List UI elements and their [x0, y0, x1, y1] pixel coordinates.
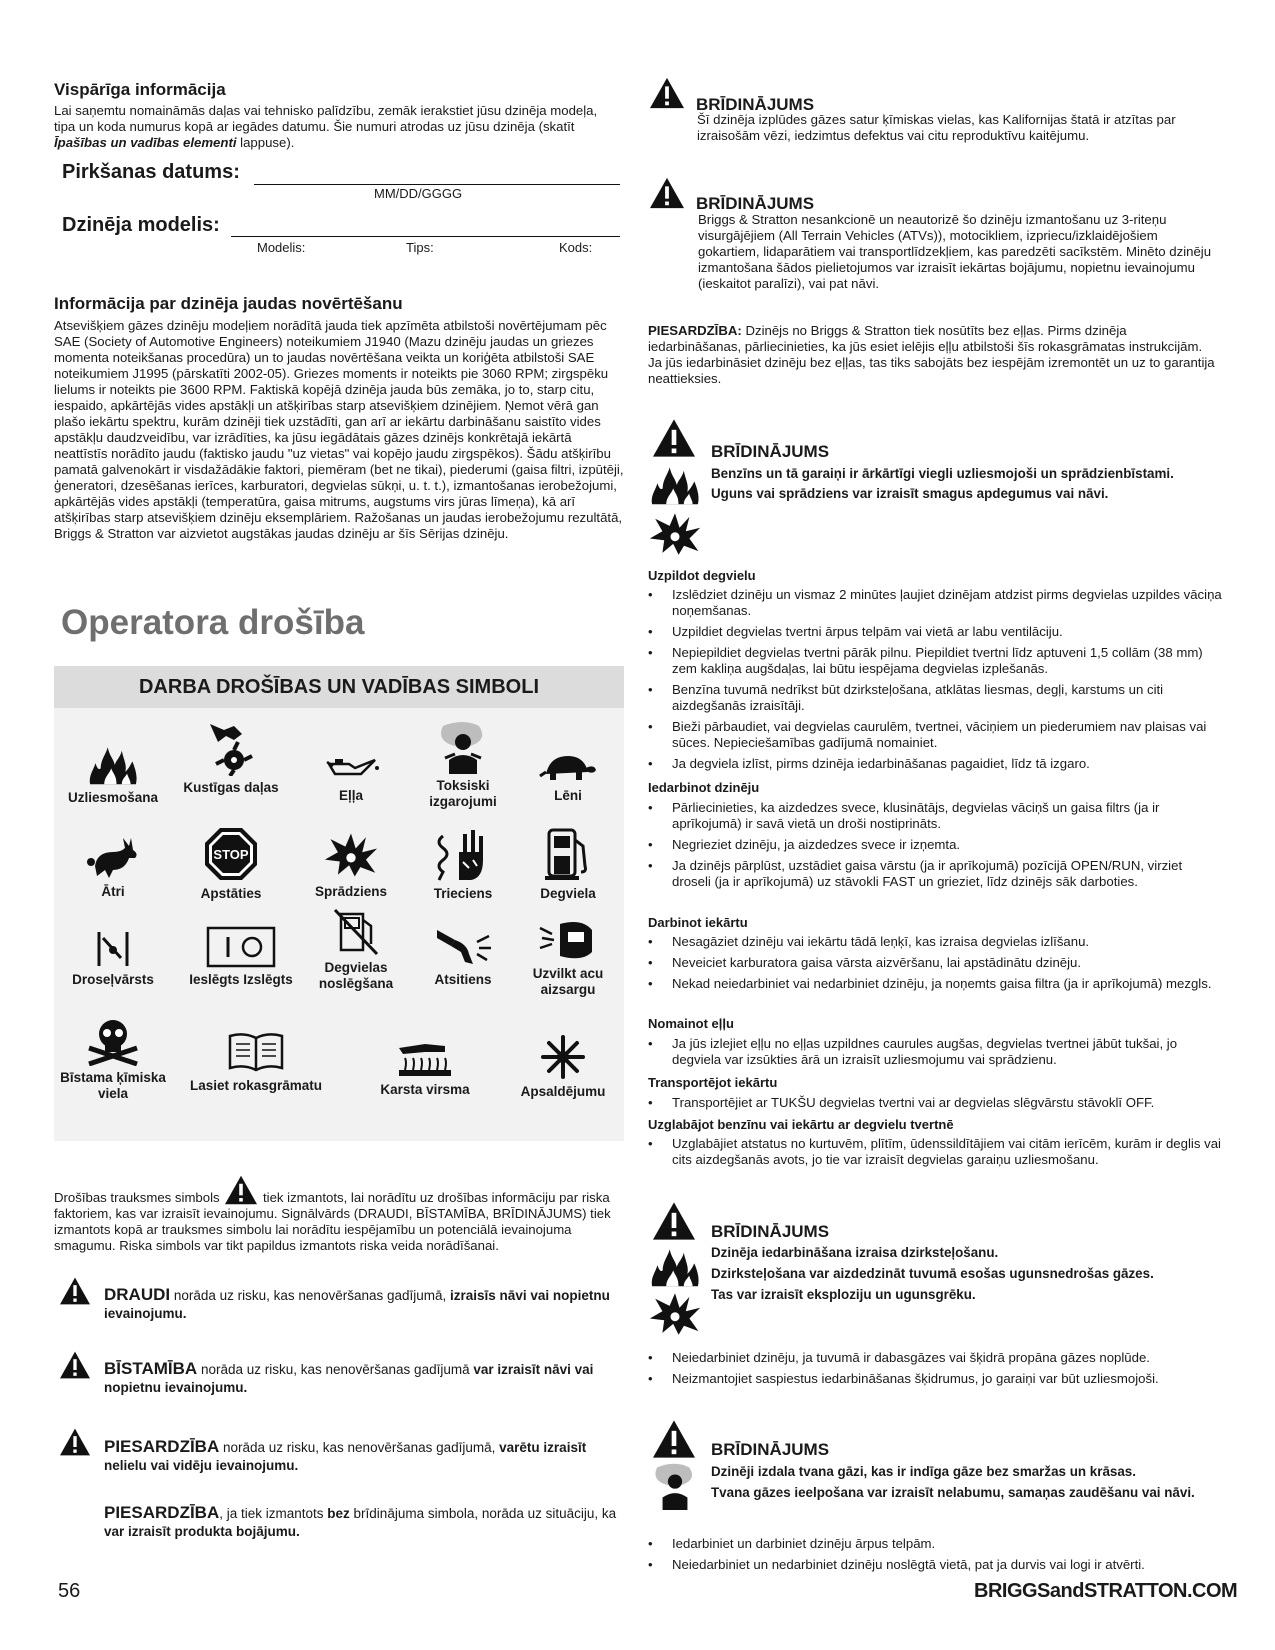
warning4-explosion-icon [648, 1290, 702, 1338]
caution-text: norāda uz risku, kas nenovēršanas gadījumā, [219, 1440, 500, 1455]
purchase-date-label: Pirkšanas datums: [62, 161, 240, 183]
eye-protection-icon [538, 918, 598, 962]
alert-text-pre: Drošības trauksmes simbols [54, 1190, 220, 1205]
safety-alert-icon [223, 1174, 259, 1206]
warning-definition [104, 1360, 619, 1397]
symbol-flammable [58, 742, 168, 806]
general-info-title: Vispārīga informācija [54, 80, 226, 99]
danger-alert-icon [58, 1276, 92, 1306]
caution-no-oil-label: PIESARDZĪBA: [648, 323, 742, 338]
symbol-moving-parts [176, 720, 286, 796]
section-oil-change-title: Nomainot eļļu [648, 1016, 734, 1031]
warning2-title: BRĪDINĀJUMS [696, 194, 815, 213]
warning4-line-2: Dzirksteļošana var aizdedzināt tuvumā esošas ugunsnedrošas gāzes. [711, 1266, 1154, 1281]
symbol-slow [518, 752, 618, 804]
danger-word: DRAUDI [104, 1285, 171, 1304]
list-item: • Uzglabājiet atstatus no kurtuvēm, plītīm, ūdenssildītājiem vai citām ierīcēm, kurām ir deglis vai cits aizdegšanās avots, jo tie var izraisīt degvielas garaiņu uzliesmošanu. [648, 1136, 1223, 1168]
symbol-label: Eļļa [338, 788, 363, 803]
warning3-explosion-icon [648, 510, 702, 558]
caution-note-text-2: brīdinājuma simbola, norāda uz situāciju, ka [349, 1506, 617, 1521]
skull-crossbones-icon [83, 1016, 143, 1066]
warning4-title: BRĪDINĀJUMS [711, 1222, 830, 1241]
caution-note-bold-1: bez [327, 1506, 350, 1521]
flame-icon [85, 742, 141, 786]
symbol-label: Atsitiens [434, 972, 492, 987]
open-book-icon [226, 1030, 286, 1074]
danger-consequence: izraisīs nāvi vai nopietnu ievainojumu. [104, 1288, 610, 1321]
warning-word: BĪSTAMĪBA [104, 1359, 198, 1378]
engine-model-line [231, 236, 620, 237]
warning1-alert-icon [648, 76, 686, 110]
list-item: • Izslēdziet dzinēju un vismaz 2 minūtes ļaujiet dzinējam atdzist pirms degvielas uzpildes vāciņa noņemšanas. [648, 587, 1223, 619]
stop-sign-text: STOP [213, 847, 249, 862]
warning5-alert-icon [650, 1418, 698, 1460]
operator-safety-title: Operatora drošība [61, 603, 365, 642]
symbol-label: Uzvilkt acu aizsargu [532, 966, 604, 997]
moving-parts-icon [204, 720, 258, 776]
symbol-fast [58, 836, 168, 900]
stop-sign-icon [203, 826, 259, 882]
list-item: • Pārliecinieties, ka aizdedzes svece, klusinātājs, degvielas vāciņš un gaisa filtrs (ja ir aprīkojumā) ir savā vietā un droši nostiprināts. [648, 800, 1223, 832]
section-starting-title: Iedarbinot dzinēju [648, 780, 760, 795]
caution-no-symbol-definition [104, 1504, 624, 1541]
section-operating-list [648, 934, 1223, 997]
list-item: • Nekad neiedarbiniet vai nedarbiniet dzinēju, ja noņemts gaisa filtra (ja ir aprīkojumā) mezgls. [648, 976, 1223, 992]
symbol-kickback [408, 926, 518, 988]
engine-model-label: Dzinēja modelis: [62, 214, 220, 236]
symbol-oil [296, 754, 406, 804]
symbol-shock [408, 826, 518, 902]
snowflake-icon [540, 1034, 586, 1080]
toxic-fumes-icon [435, 720, 491, 774]
warning3-line-2: Uguns vai sprādziens var izraisīt smagus apdegumus vai nāvi. [711, 486, 1109, 501]
caution-word: PIESARDZĪBA [104, 1437, 220, 1456]
list-item: • Benzīna tuvumā nedrīkst būt dzirksteļošana, atklātas liesmas, degļi, karstums un citi aizdegšanās izraisītāji. [648, 682, 1223, 714]
warning4-alert-icon [650, 1200, 698, 1242]
fuel-pump-icon [543, 826, 593, 882]
general-info-text [54, 103, 602, 151]
warning5-line-1: Dzinēji izdala tvana gāzi, kas ir indīga gāze bez smaržas un krāsas. [711, 1464, 1136, 1479]
code-sub-label: Kods: [559, 240, 593, 255]
date-format-hint: MM/DD/GGGG [374, 186, 463, 201]
choke-icon [93, 930, 133, 968]
caution-definition [104, 1438, 619, 1475]
section-refueling-title: Uzpildot degvielu [648, 568, 756, 583]
page-number: 56 [58, 1580, 81, 1602]
section-oil-change-list [648, 1036, 1223, 1073]
type-sub-label: Tips: [406, 240, 434, 255]
symbol-label: Uzliesmošana [67, 790, 159, 805]
fuel-shutoff-icon [331, 908, 381, 956]
danger-text: norāda uz risku, kas nenovēršanas gadījumā, [170, 1288, 451, 1303]
alert-symbol-text [54, 1174, 614, 1254]
warning3-flame-icon [648, 462, 702, 506]
symbol-hazardous-chemical [54, 1016, 172, 1102]
warning-text: norāda uz risku, kas nenovēršanas gadījumā [197, 1362, 474, 1377]
warning4-line-1: Dzinēja iedarbināšana izraisa dzirksteļošanu. [711, 1245, 999, 1260]
section-operating-title: Darbinot iekārtu [648, 915, 748, 930]
section-transport-list [648, 1095, 1223, 1116]
symbol-choke [58, 930, 168, 988]
symbol-label: Kustīgas daļas [183, 780, 279, 795]
warning4-flame-icon [648, 1244, 702, 1288]
caution-note-text-1: , ja tiek izmantots [219, 1506, 328, 1521]
power-rating-title: Informācija par dzinēja jaudas novērtēšanu [54, 294, 403, 313]
warning3-alert-icon [650, 417, 698, 459]
list-item: • Ja degviela izlīst, pirms dzinēja iedarbināšanas pagaidiet, līdz tā izgaro. [648, 756, 1223, 772]
caution-note-bold-2: var izraisīt produkta bojājumu. [104, 1524, 300, 1539]
symbol-on-off [176, 926, 306, 988]
symbol-label: Toksiski izgarojumi [429, 778, 497, 809]
list-item: • Bieži pārbaudiet, vai degvielas caurulēm, tvertnei, vāciņiem un piederumiem nav plaisas vai sūces. Nepieciešamības gadījumā nomainiet. [648, 719, 1223, 751]
section-storage-title: Uzglabājot benzīnu vai iekārtu ar degvielu tvertnē [648, 1117, 954, 1132]
caution-alert-icon [58, 1427, 92, 1457]
warning-alert-icon [58, 1350, 92, 1380]
warning2-alert-icon [648, 176, 686, 210]
list-item: • Neiedarbiniet dzinēju, ja tuvumā ir dabasgāzes vai šķidrā propāna gāzes noplūde. [648, 1350, 1223, 1366]
warning4-line-3: Tas var izraisīt eksploziju un ugunsgrēku. [711, 1287, 976, 1302]
symbol-hot-surface [360, 1040, 490, 1098]
warning-consequence: var izraisīt nāvi vai nopietnu ievainojumu. [104, 1362, 594, 1395]
symbol-label: Degviela [540, 886, 596, 901]
warning5-title: BRĪDINĀJUMS [711, 1440, 830, 1459]
symbol-stop [176, 826, 286, 902]
rabbit-icon [85, 836, 141, 880]
symbol-label: Trieciens [433, 886, 493, 901]
list-item: • Nepiepildiet degvielas tvertni pārāk pilnu. Piepildiet tvertni līdz aptuveni 1,5 collām (38 mm) zem kakliņa augšdaļas, lai būtu iespējama degvielas izplešanās. [648, 645, 1223, 677]
symbol-label: Lēni [554, 788, 582, 803]
symbol-explosion [296, 830, 406, 900]
symbol-label: Sprādziens [314, 884, 388, 899]
model-sub-label: Modelis: [257, 240, 306, 255]
list-item: • Transportējiet ar TUKŠU degvielas tvertni vai ar degvielas slēgvārstu stāvoklī OFF. [648, 1095, 1223, 1111]
list-item: • Neiedarbiniet un nedarbiniet dzinēju noslēgtā vietā, pat ja durvis vai logi ir atvērti. [648, 1557, 1223, 1573]
warning4-list [648, 1350, 1223, 1392]
section-starting-list [648, 800, 1223, 895]
warning1-text: Šī dzinēja izplūdes gāzes satur ķīmiskas vielas, kas Kalifornijas štatā ir atzītas par izraisošām vēzi, iedzimtus defektus vai citu reproduktīvu kaitējumu. [697, 112, 1176, 143]
list-item: • Negrieziet dzinēju, ja aizdedzes svece ir izņemta. [648, 837, 1223, 853]
list-item: • Ja dzinējs pārplūst, uzstādiet gaisa vārstu (ja ir aprīkojumā) pozīcijā OPEN/RUN, virziet droseli (ja ir aprīkojumā) uz stāvokli FAST un grieziet, līdz dzinējs sāk darboties. [648, 858, 1223, 890]
general-info-text-post: lappuse). [236, 135, 295, 150]
symbols-header: DARBA DROŠĪBAS UN VADĪBAS SIMBOLI [54, 666, 624, 708]
caution-consequence: varētu izraisīt nelielu vai vidēju ievainojumu. [104, 1440, 587, 1473]
warning5-list [648, 1536, 1223, 1578]
symbol-label: Ātri [101, 884, 125, 899]
list-item: • Iedarbiniet un darbiniet dzinēju ārpus telpām. [648, 1536, 1223, 1552]
warning1-title: BRĪDINĀJUMS [696, 95, 815, 114]
symbol-fuel-shutoff [296, 908, 416, 992]
warning3-line-1: Benzīns un tā garaiņi ir ārkārtīgi viegli uzliesmojoši un sprādzienbīstami. [711, 466, 1174, 481]
list-item: • Neizmantojiet saspiestus iedarbināšanas šķidrumus, jo garaiņi var būt uzliesmojoši. [648, 1371, 1223, 1387]
general-info-text-link: Īpašības un vadības elementi [54, 135, 237, 150]
power-rating-text: Atsevišķiem gāzes dzinēju modeļiem norādītā jauda tiek apzīmēta atbilstoši novērtējumam pēc SAE (Society of Automotive Engineers) noteikumiem J1940 (Mazu dzinēju jaudas un griezes momenta noteikšanas procedūra) un to jaudas novērtēšana veikta un koriģēta atbilstoši SAE noteikumiem J1995 (pārskatīti 2002-05). Griezes moments ir noteikts pie 3060 RPM; zirgspēku lielums ir noteikts pie 3600 RPM. Faktiskā kopējā dzinēja jauda būs zemāka, jo to, starp citu, iespaido, apkārtējās vides apstākļi un atšķirības starp atsevišķiem dzinējiem. Ņemot vērā gan plašo iekārtu spektru, kurām dzinēji tiek uzstādīti, gan arī ar iekārtu darbināšanu saistīto vides apstākļu daudzveidību, var izrādīties, ka jūsu iegādātais gāzes dzinējs konkrētajā iekārtā neattīstīs norādīto jaudu (faktisko jaudu "uz vietas" vai kopējo jaudu zirgspēkos). Šādu atšķirību pamatā galvenokārt ir visdažādākie faktori, piemēram (bet ne tikai), piederumi (gaisa filtri, izpūtēji, ģeneratori, dzesēšanas ierīces, karburatori, degvielas sūkņi, u. t. t.), izmantošanas ierobežojumi, apkārtējās vides apstākļi (temperatūra, gaisa mitrums, augstums virs jūras līmeņa), kā arī atšķirības starp atsevišķiem dzinēju eksemplāriem. Ražošanas un jaudas ierobežojumu rezultātā, Briggs & Stratton var aizvietot augstākas jaudas dzinēju ar šīs Sērijas dzinēju. [54, 318, 624, 541]
symbol-label: Ieslēgts Izslēgts [189, 972, 293, 987]
danger-definition [104, 1286, 619, 1323]
symbol-toxic-fumes [408, 720, 518, 810]
symbol-label: Karsta virsma [380, 1082, 470, 1097]
list-item: • Neveiciet karburatora gaisa vārsta aizvēršanu, lai apstādinātu dzinēju. [648, 955, 1223, 971]
symbol-read-manual [176, 1030, 336, 1094]
warning3-title: BRĪDINĀJUMS [711, 442, 830, 461]
hot-surface-icon [395, 1040, 455, 1078]
section-storage-list [648, 1136, 1223, 1173]
explosion-icon [323, 830, 379, 880]
warning5-line-2: Tvana gāzes ieelpošana var izraisīt nelabumu, samaņas zaudēšanu vai nāvi. [711, 1485, 1195, 1500]
oil-can-icon [321, 754, 381, 784]
symbol-label: Degvielas noslēgšana [318, 960, 394, 991]
symbol-label: Apstāties [200, 886, 262, 901]
symbol-label: Lasiet rokasgrāmatu [189, 1078, 323, 1093]
purchase-date-line [254, 184, 620, 185]
caution-no-oil-text: Dzinējs no Briggs & Stratton tiek nosūtīts bez eļļas. Pirms dzinēja iedarbināšanas, pārliecinieties, ka jūs esiet ielējis eļļu atbilstoši šīs rokasgrāmatas instrukcijām. Ja jūs iedarbināsiet dzinēju bez eļļas, tas tiks sabojāts bez iespējām izremontēt un uz to garantija neattieksies. [648, 323, 1215, 386]
caution-note-word: PIESARDZĪBA [104, 1503, 220, 1522]
kickback-icon [433, 926, 493, 968]
caution-no-oil-note [648, 323, 1218, 387]
list-item: • Ja jūs izlejiet eļļu no eļļas uzpildnes caurules augšas, degvielas tvertnei jābūt tukšai, jo degviela var izsūkties ārā un izraisīt uzliesmojumu vai sprādzienu. [648, 1036, 1223, 1068]
warning2-text: Briggs & Stratton nesankcionē un neautorizē šo dzinēju izmantošanu uz 3-riteņu visurgājējiem (All Terrain Vehicles (ATVs)), motocikliem, izpriecu/izklaidējošiem gokartiem, lidaparātiem vai transportlīdzekļiem, kas paredzēti sacīkstēm. Minēto dzinēju izmantošana šādos pielietojumos var izraisīt iekārtas bojājumu, nopietnu ievainojumu (ieskaitot paralīzi), vai pat nāvi. [698, 212, 1212, 291]
electric-shock-icon [433, 826, 493, 882]
alert-text-post: tiek izmantots, lai norādītu uz drošības informāciju par riska faktoriem, kas var izraisīt ievainojumu. Signālvārds (DRAUDI, BĪSTAMĪBA, BRĪDINĀJUMS) tiek izmantots kopā ar trauksmes simbolu lai norādītu iespējamību un potenciālā ievainojuma smagumu. Riska simbols var tikt papildus izmantots riska veida norādīšanai. [54, 1190, 611, 1253]
symbol-fuel [518, 826, 618, 902]
symbol-label: Apsaldējumu [520, 1084, 606, 1099]
general-info-text-pre: Lai saņemtu nomaināmās daļas vai tehnisko palīdzību, zemāk ierakstiet jūsu dzinēja modeļa, tipa un koda numurus kopā ar iegādes datumu. Šie numuri atrodas uz jūsu dzinēja (skatīt [54, 103, 598, 134]
list-item: • Nesagāziet dzinēju vai iekārtu tādā leņķī, kas izraisa degvielas izlīšanu. [648, 934, 1223, 950]
section-refueling-list [648, 587, 1223, 777]
symbol-frostbite [508, 1034, 618, 1100]
brand-url: BRIGGSandSTRATTON.COM [974, 1580, 1238, 1602]
symbol-label: Droseļvārsts [72, 972, 154, 987]
symbol-eye-protection [518, 918, 618, 998]
on-off-switch-icon [206, 926, 276, 968]
section-transport-title: Transportējot iekārtu [648, 1075, 778, 1090]
symbol-label: Bīstama ķīmiska viela [60, 1070, 166, 1101]
turtle-icon [538, 752, 598, 784]
list-item: • Uzpildiet degvielas tvertni ārpus telpām vai vietā ar labu ventilāciju. [648, 624, 1223, 640]
warning5-toxic-fumes-icon [650, 1462, 700, 1510]
